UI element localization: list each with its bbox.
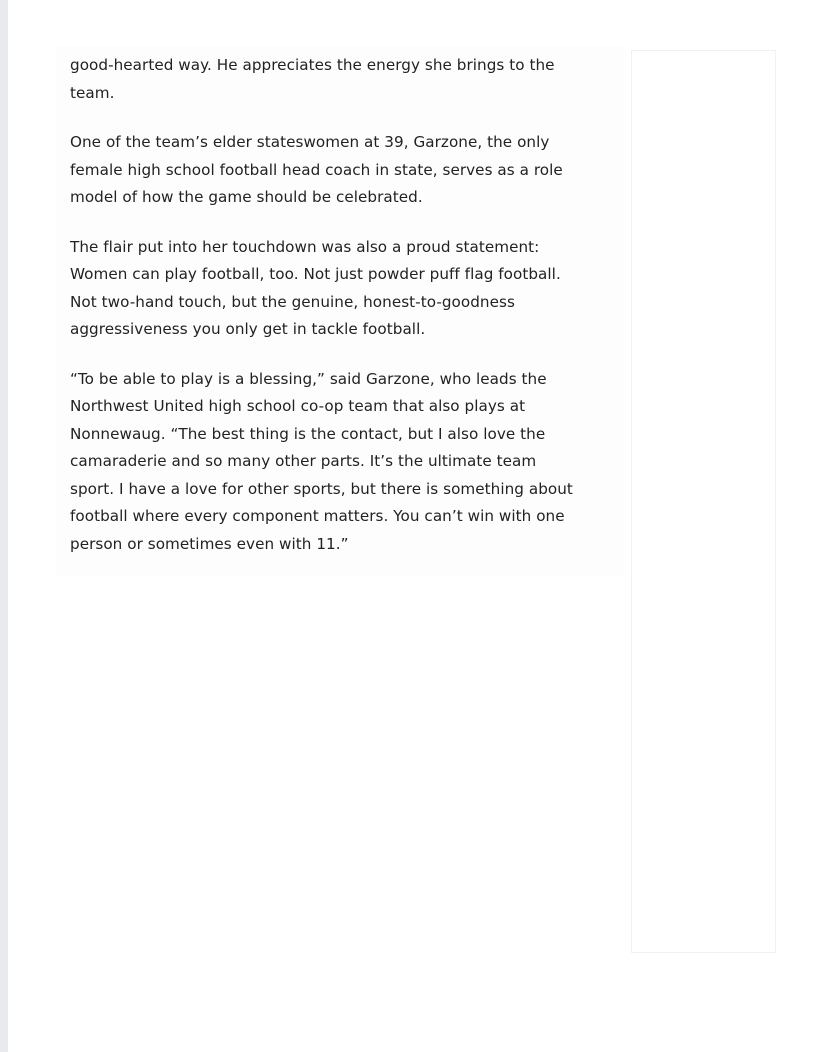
paragraph-4-line-5: sport. I have a love for other sports, but there is something about [70, 479, 573, 498]
paragraph-2-line-3: model of how the game should be celebrated. [70, 188, 423, 206]
paragraph-1-line-2: team. [70, 83, 115, 102]
paragraph-4-line-2: Northwest United high school co-op team that also plays at [70, 397, 526, 415]
paragraph-4-line-7: person or sometimes even with 11.” [70, 534, 349, 553]
paragraph-4-line-3: Nonnewaug. “The best thing is the contact, but I also love the [70, 424, 546, 443]
paragraph-3-line-3: Not two-hand touch, but the genuine, honest-to-goodness [70, 292, 515, 311]
paragraph-4-line-4: camaraderie and so many other parts. It’s the ultimate team [70, 452, 537, 470]
paragraph-4 [70, 366, 618, 559]
paragraph-1 [70, 52, 618, 107]
paragraph-3-line-2: Women can play football, too. Not just powder puff flag football. [70, 265, 561, 283]
paragraph-3 [70, 234, 618, 344]
paragraph-4-line-1: “To be able to play is a blessing,” said Garzone, who leads the [70, 369, 547, 388]
paragraph-2-line-2: female high school football head coach in state, serves as a role [70, 160, 563, 179]
paragraph-2 [70, 129, 618, 212]
sidebar-panel [631, 50, 776, 953]
paragraph-1-line-1: good-hearted way. He appreciates the energy she brings to the [70, 56, 555, 74]
paragraph-3-line-1: The flair put into her touchdown was also a proud statement: [70, 237, 540, 256]
paragraph-3-line-4: aggressiveness you only get in tackle football. [70, 320, 426, 338]
page [8, 0, 828, 1052]
article-body [70, 52, 618, 580]
paragraph-2-line-1: One of the team’s elder stateswomen at 39, Garzone, the only [70, 133, 550, 151]
paragraph-4-line-6: football where every component matters. You can’t win with one [70, 507, 565, 525]
